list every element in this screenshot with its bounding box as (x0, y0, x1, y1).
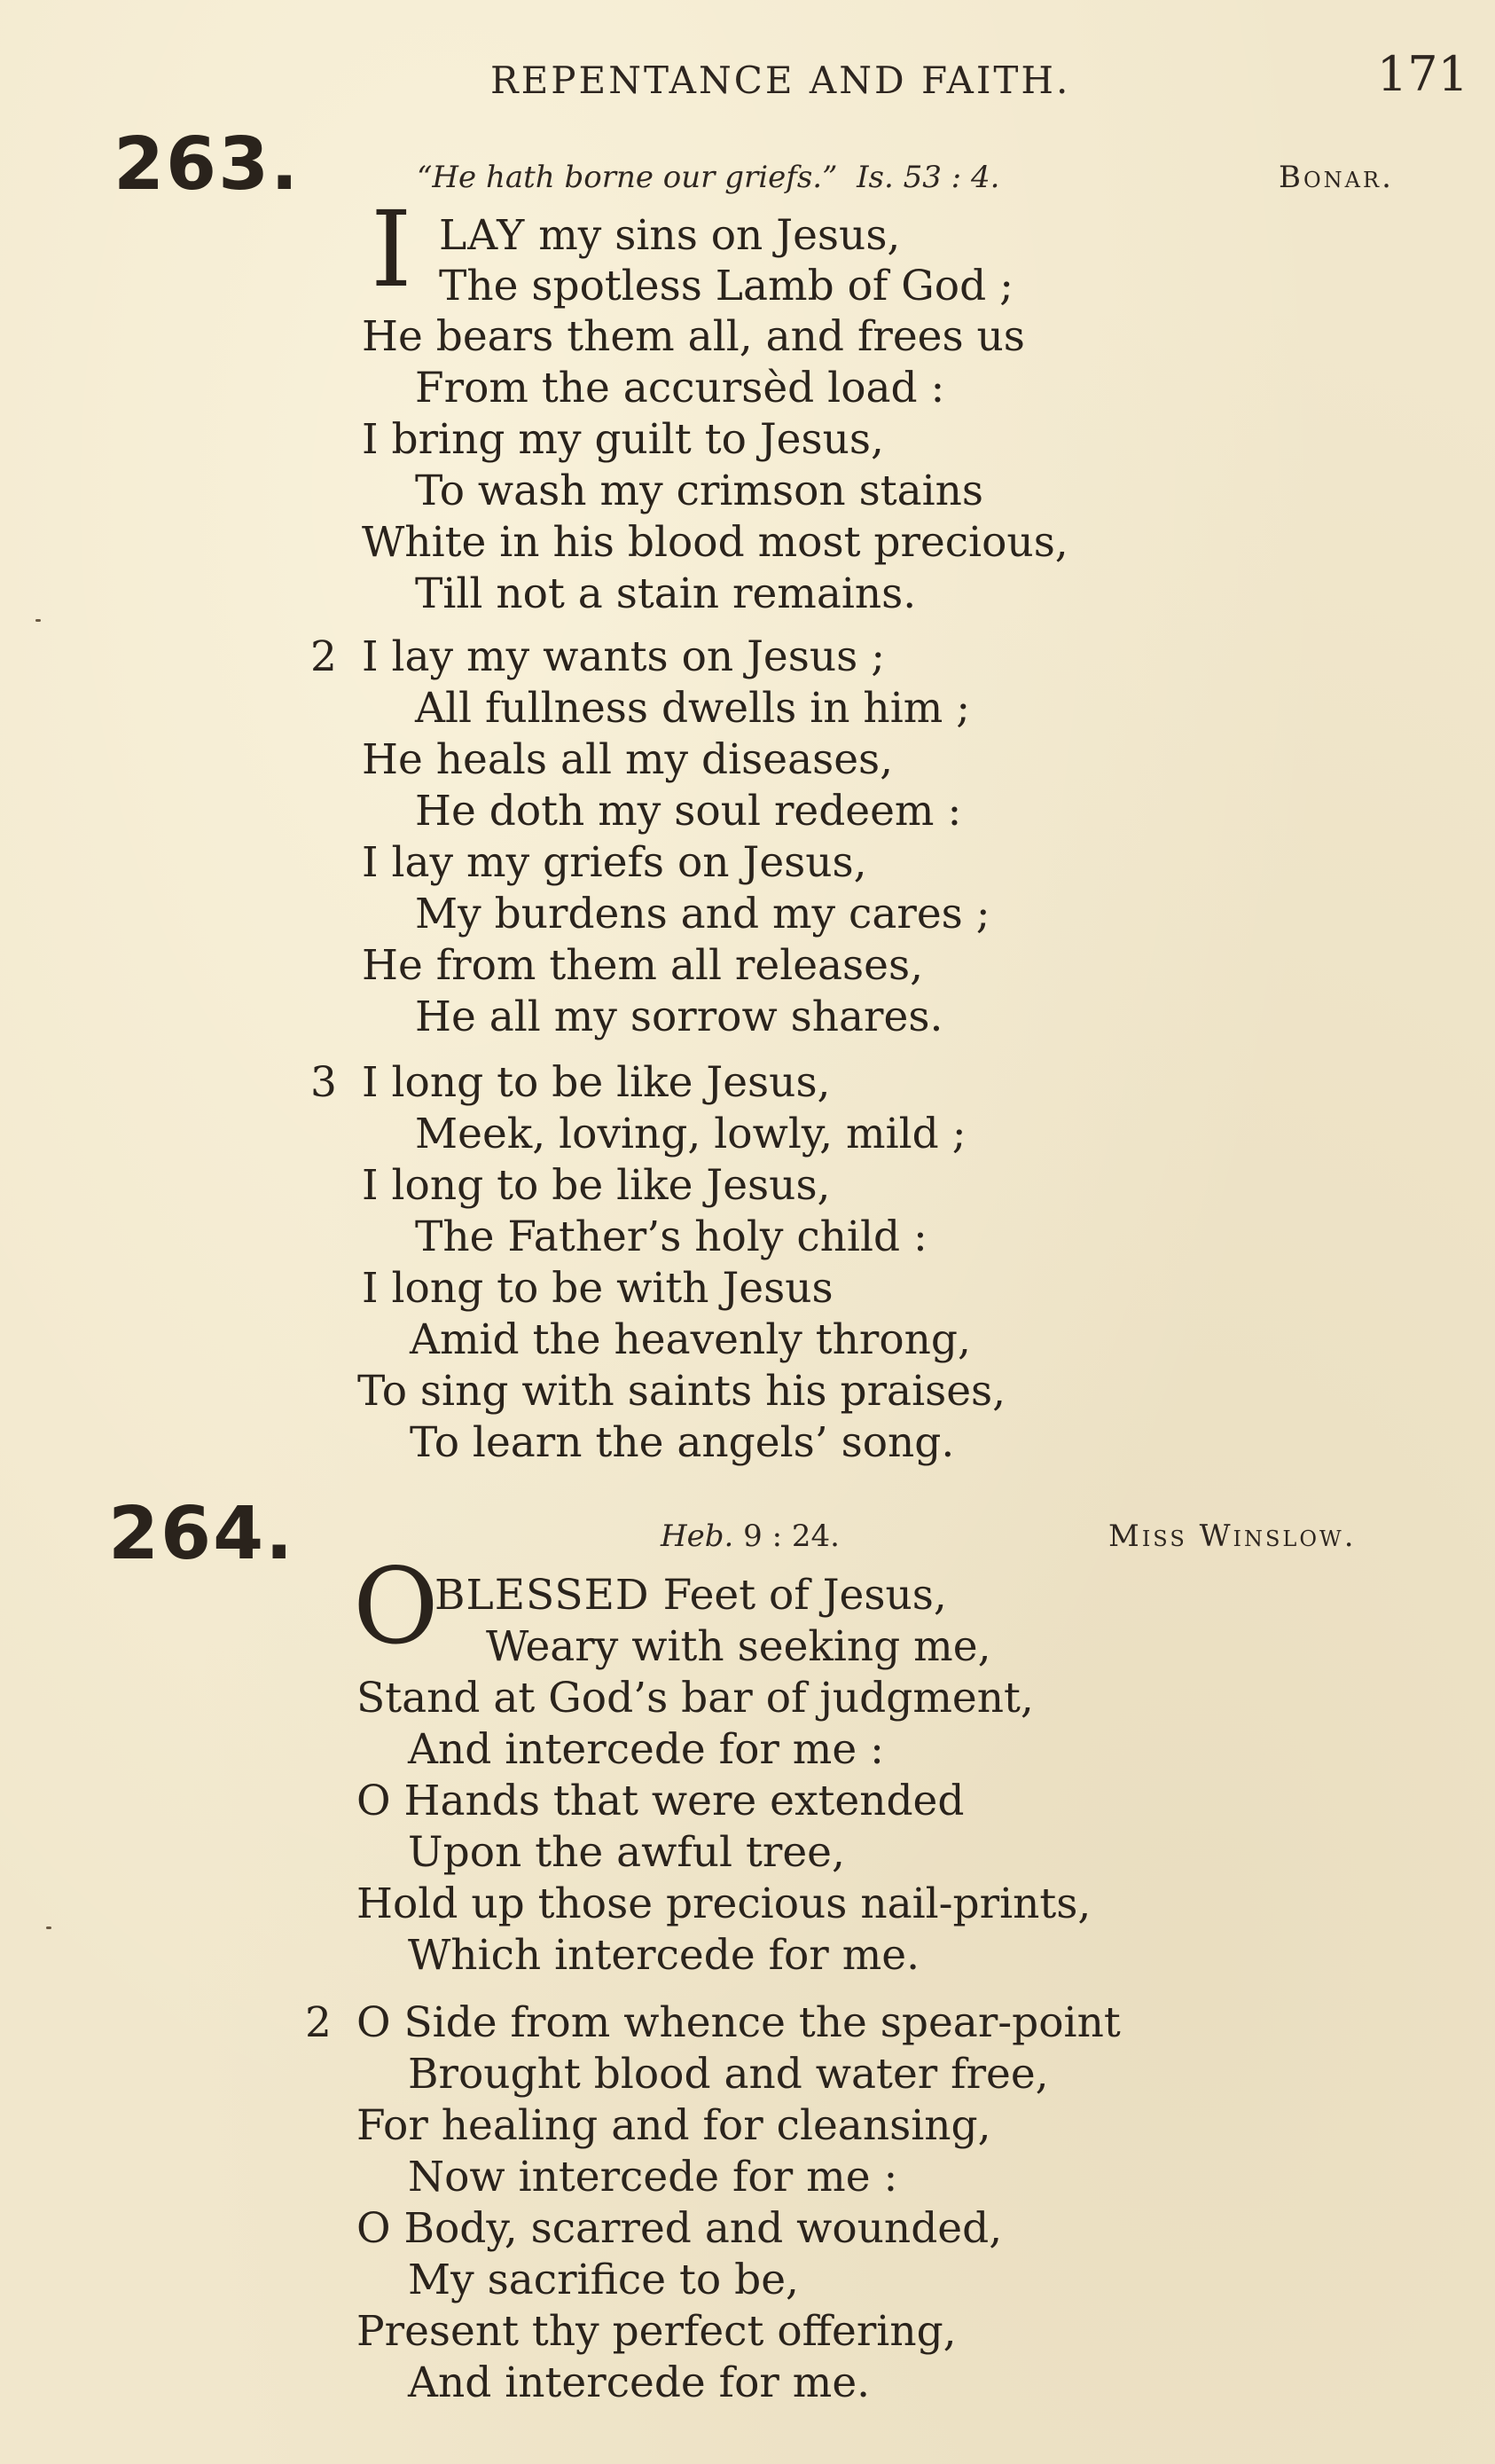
hymn-line: Present thy perfect offering, (356, 2307, 957, 2356)
reference-citation: 9 : 24. (743, 1518, 840, 1554)
hymn-line: The Father’s holy child : (415, 1212, 928, 1261)
hymn-line: I long to be with Jesus (362, 1264, 834, 1313)
page-number: 171 (1376, 46, 1468, 102)
hymn-line: He bears them all, and frees us (362, 312, 1025, 361)
hymn-line: Amid the heavenly throng, (410, 1315, 971, 1364)
hymn-line: I lay my griefs on Jesus, (362, 838, 867, 887)
scan-speck (35, 619, 41, 622)
first-line-rest: Feet of Jesus, (649, 1571, 947, 1620)
hymn-line: To learn the angels’ song. (410, 1418, 955, 1467)
hymn-line: Upon the awful tree, (408, 1828, 845, 1877)
hymn-line: All fullness dwells in him ; (415, 684, 971, 733)
hymn-first-line (439, 210, 900, 262)
hymn-line: He heals all my diseases, (362, 735, 894, 784)
reference-quote: “He hath borne our griefs.” (417, 160, 838, 195)
verse-number: 2 (305, 1998, 332, 2047)
hymn-author: Bonar. (1279, 160, 1394, 195)
hymn-author: Miss Winslow. (1108, 1518, 1357, 1554)
hymn-line: For healing and for cleansing, (356, 2101, 991, 2150)
hymn-line: White in his blood most precious, (362, 518, 1068, 567)
drop-cap: O (353, 1545, 439, 1668)
hymn-first-line (434, 1570, 947, 1621)
hymn-line: O Body, scarred and wounded, (356, 2204, 1003, 2253)
scripture-reference (417, 160, 999, 195)
hymn-line: Stand at God’s bar of judgment, (356, 1674, 1034, 1722)
first-line-rest: my sins on Jesus, (525, 211, 901, 260)
hymn-line: O Hands that were extended (356, 1777, 965, 1825)
hymn-line: He from them all releases, (362, 941, 924, 990)
hymn-number: 264. (108, 1492, 295, 1576)
hymn-line: Weary with seeking me, (486, 1622, 991, 1671)
hymn-line: Till not a stain remains. (415, 569, 917, 618)
hymn-line: The spotless Lamb of God ; (439, 262, 1014, 310)
hymn-line: Hold up those precious nail-prints, (356, 1879, 1092, 1928)
first-word-caps: BLESSED (434, 1571, 650, 1620)
running-title: REPENTANCE AND FAITH. (490, 59, 1071, 102)
hymn-line: To wash my crimson stains (415, 467, 984, 515)
hymn-number: 263. (113, 122, 301, 207)
hymn-line: And intercede for me : (408, 1725, 884, 1774)
hymn-line: I lay my wants on Jesus ; (362, 632, 886, 681)
verse-number: 3 (310, 1058, 337, 1107)
scripture-reference (661, 1518, 840, 1554)
hymn-line: My burdens and my cares ; (415, 890, 990, 938)
hymn-line: Brought blood and water free, (408, 2050, 1049, 2099)
hymn-line: He doth my soul redeem : (415, 787, 962, 836)
hymn-line: Which intercede for me. (408, 1931, 920, 1980)
hymn-line: I long to be like Jesus, (362, 1161, 831, 1210)
scan-speck (46, 1926, 51, 1929)
hymn-line: I long to be like Jesus, (362, 1058, 831, 1107)
hymn-line: He all my sorrow shares. (415, 993, 943, 1041)
hymn-line: O Side from whence the spear-point (356, 1998, 1121, 2047)
hymn-line: Now intercede for me : (408, 2153, 898, 2201)
first-word-caps: LAY (439, 211, 526, 260)
drop-cap: I (371, 188, 412, 310)
hymn-line: Meek, loving, lowly, mild ; (415, 1110, 967, 1158)
verse-number: 2 (310, 632, 337, 681)
hymn-line: And intercede for me. (408, 2358, 871, 2407)
hymn-line: My sacrifice to be, (408, 2256, 799, 2304)
hymn-line: From the accursèd load : (415, 364, 945, 412)
hymn-line: To sing with saints his praises, (357, 1367, 1006, 1416)
reference-book: Heb. (661, 1518, 734, 1554)
reference-citation: Is. 53 : 4. (857, 160, 1000, 195)
hymn-line: I bring my guilt to Jesus, (362, 415, 884, 464)
